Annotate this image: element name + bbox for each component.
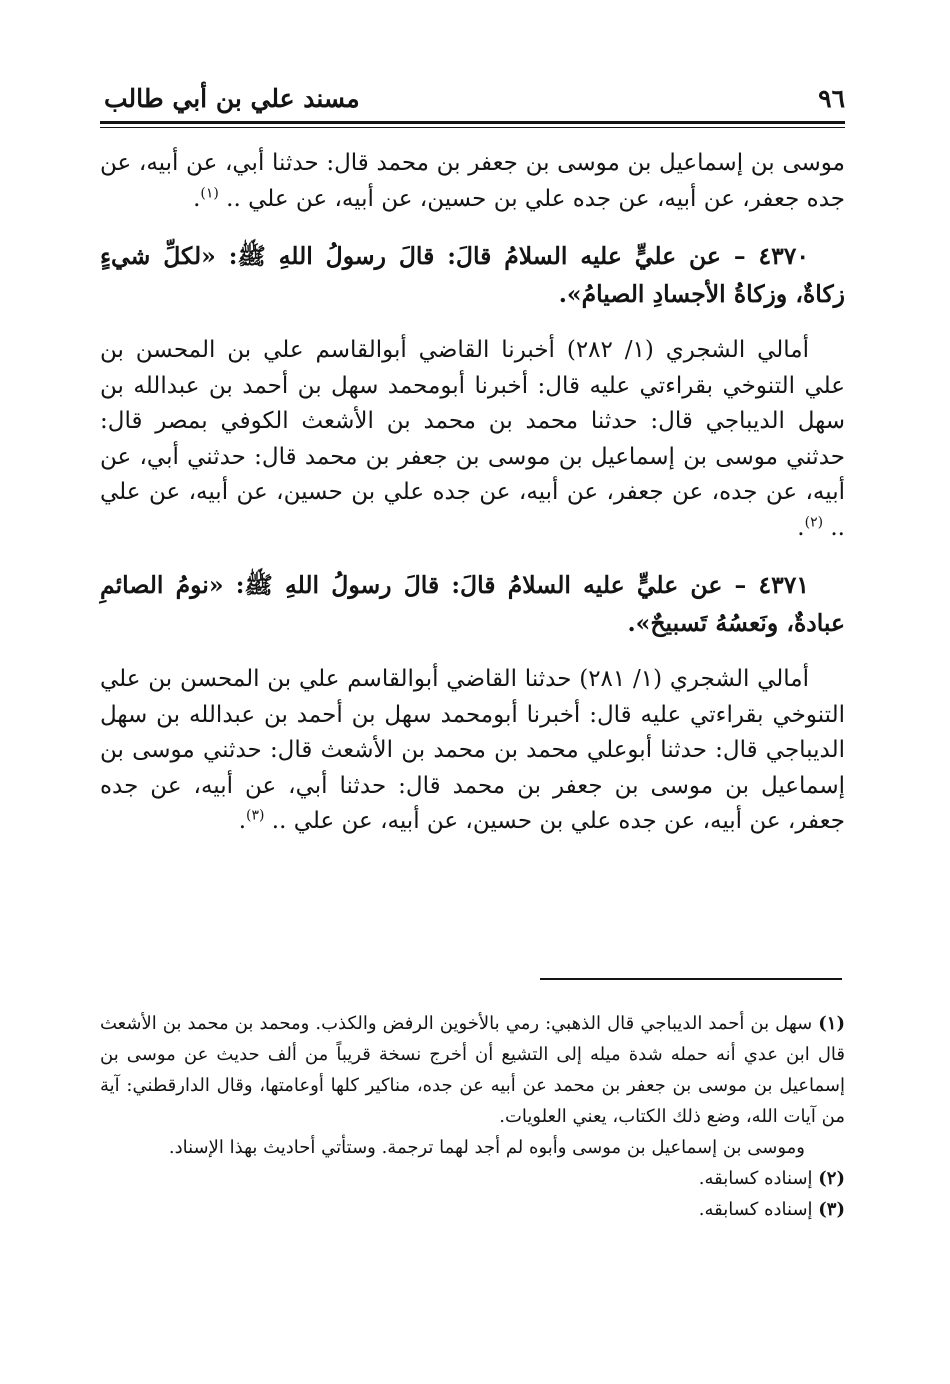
footnote-number: (٢) <box>818 1168 845 1189</box>
footnote-1-continuation: وموسى بن إسماعيل بن موسى وأبوه لم أجد لهما ترجمة. وستأتي أحاديث بهذا الإسناد. <box>168 1137 805 1158</box>
hadith-4371: ٤٣٧١ – عن عليٍّ عليه السلامُ قالَ: قالَ رسولُ اللهِ ﷺ: «نومُ الصائمِ عبادةٌ، ونَعسُهُ تَسبيحٌ». <box>100 571 845 637</box>
paragraph-text: أمالي الشجري (١/ ٢٨٢) أخبرنا القاضي أبوالقاسم علي بن المحسن بن علي التنوخي بقراءتي عليه قال: أخبرنا أبومحمد سهل بن أحمد بن عبدالله بن سهل الديباجي قال: حدثنا محمد بن محمد بن الأشعث الكوفي بمصر قال: حدثني موسى بن إسماعيل بن موسى بن جعفر بن محمد قال: حدثني أبي، عن أبيه، عن جده، عن جعفر، عن أبيه، عن جده علي بن حسين، عن أبيه، عن علي .. <box>100 337 845 541</box>
footnote-ref-1: (١) <box>200 184 219 201</box>
spacer <box>100 313 845 333</box>
footnote-ref-2: (٢) <box>804 513 824 530</box>
paragraph-continuation: موسى بن إسماعيل بن موسى بن جعفر بن محمد قال: حدثنا أبي، عن أبيه، عن جده جعفر، عن أبيه، عن جده علي بن حسين، عن أبيه، عن علي .. $^{(١)}$. <box>100 150 845 212</box>
main-text <box>100 146 845 840</box>
footnote-text: إسناده كسابقه. <box>698 1199 813 1220</box>
footnotes <box>100 1008 845 1225</box>
footnote-1 <box>100 1008 845 1132</box>
running-title: مسند علي بن أبي طالب <box>104 84 360 113</box>
paragraph-text: موسى بن إسماعيل بن موسى بن جعفر بن محمد قال: حدثنا أبي، عن أبيه، عن جده جعفر، عن أبيه، عن جده علي بن حسين، عن أبيه، عن علي .. <box>100 150 845 212</box>
page-header <box>100 82 845 118</box>
spacer <box>100 642 845 662</box>
footnote-text: إسناده كسابقه. <box>698 1168 813 1189</box>
footnote-separator <box>540 978 842 980</box>
header-rule-thin <box>100 127 845 128</box>
footnote-2 <box>100 1163 845 1194</box>
spacer <box>100 217 845 237</box>
footnote-ref-3: (٣) <box>246 807 265 824</box>
paragraph-text: أمالي الشجري (١/ ٢٨١) حدثنا القاضي أبوالقاسم علي بن المحسن بن علي التنوخي بقراءتي عليه قال: أخبرنا أبومحمد سهل بن أحمد بن عبدالله بن سهل الديباجي قال: حدثنا أبوعلي محمد بن محمد بن الأشعث قال: حدثني موسى بن إسماعيل بن موسى بن جعفر بن محمد قال: حدثنا أبي، عن أبيه، عن جده جعفر، عن أبيه، عن جده علي بن حسين، عن أبيه، عن علي .. <box>100 666 845 834</box>
footnote-text: سهل بن أحمد الديباجي قال الذهبي: رمي بالأخوين الرفض والكذب. ومحمد بن محمد بن الأشعث قال ابن عدي أنه حمله شدة ميله إلى التشيع أن أخرج نسخة قريباً من ألف حديث عن موسى بن إسماعيل بن موسى بن جعفر بن محمد عن أبيه عن جده، مناكير كلها أوعامتها، وقال الدارقطني: آية من آيات الله، وضع ذلك الكتاب، يعني العلويات. <box>100 1013 845 1127</box>
spacer <box>100 546 845 566</box>
hadith-4370: ٤٣٧٠ – عن عليٍّ عليه السلامُ قالَ: قالَ رسولُ اللهِ ﷺ: «لكلِّ شيءٍ زكاةٌ، وزكاةُ الأجسادِ الصيامُ». <box>100 242 845 308</box>
footnote-number: (١) <box>818 1013 845 1034</box>
footnote-number: (٣) <box>818 1199 845 1220</box>
source-paragraph-4370: أمالي الشجري (١/ ٢٨٢) أخبرنا القاضي أبوالقاسم علي بن المحسن بن علي التنوخي بقراءتي عليه قال: أخبرنا أبومحمد سهل بن أحمد بن عبدالله بن سهل الديباجي قال: حدثنا محمد بن محمد بن الأشعث الكوفي بمصر قال: حدثني موسى بن إسماعيل بن موسى بن جعفر بن محمد قال: حدثني أبي، عن أبيه، عن جده، عن جعفر، عن أبيه، عن جده علي بن حسين، عن أبيه، عن علي .. $^{(٢)}$. <box>100 337 845 541</box>
footnote-3 <box>100 1194 845 1225</box>
header-rule-thick <box>100 121 845 124</box>
page-number: ٩٦ <box>818 84 845 113</box>
source-paragraph-4371: أمالي الشجري (١/ ٢٨١) حدثنا القاضي أبوالقاسم علي بن المحسن بن علي التنوخي بقراءتي عليه قال: أخبرنا أبومحمد سهل بن أحمد بن عبدالله بن سهل الديباجي قال: حدثنا أبوعلي محمد بن محمد بن الأشعث قال: حدثني موسى بن إسماعيل بن موسى بن جعفر بن محمد قال: حدثنا أبي، عن أبيه، عن جده جعفر، عن أبيه، عن جده علي بن حسين، عن أبيه، عن علي .. $^{(٣)}$. <box>100 666 845 834</box>
